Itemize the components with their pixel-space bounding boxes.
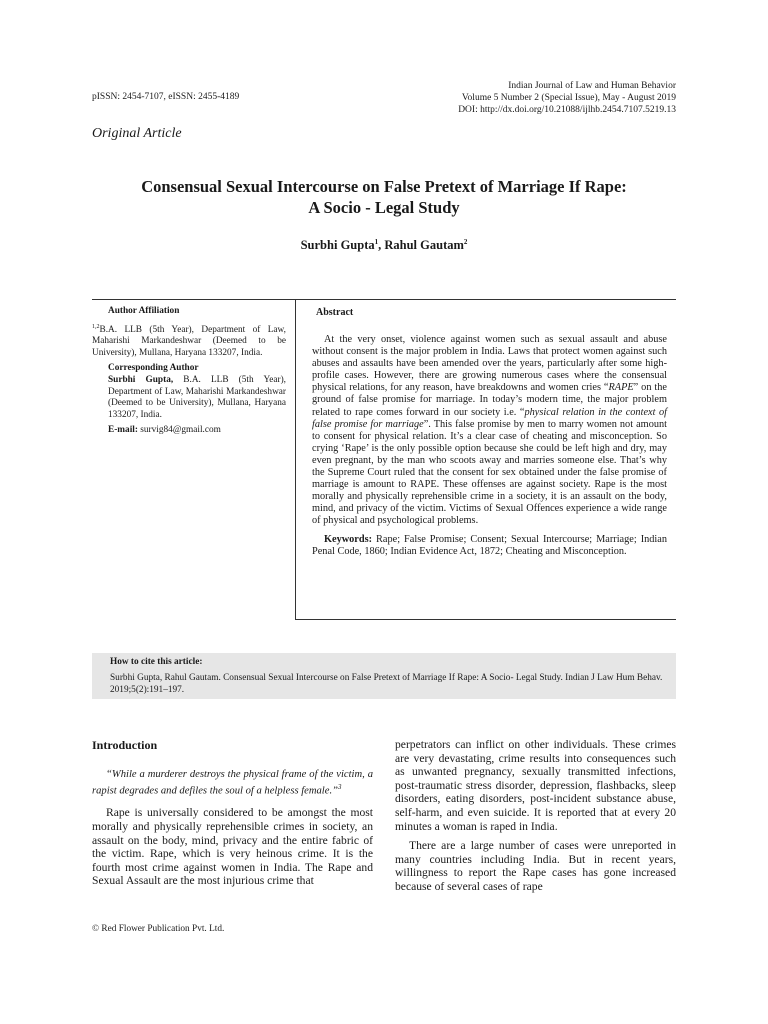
author-separator: , xyxy=(378,238,385,253)
left-column xyxy=(92,768,373,888)
introduction-heading: Introduction xyxy=(92,738,158,752)
email-label: E-mail: xyxy=(108,425,138,436)
epigraph-quote: “While a murderer destroys the physical frame of the victim, a rapist degrades and defiles the soul of a helpless female.”$^3$ xyxy=(92,769,373,797)
author-list xyxy=(0,238,768,253)
author-2-sup: 2 xyxy=(463,238,468,246)
author-1: Surbhi Gupta xyxy=(300,238,375,253)
citation-heading: How to cite this article: xyxy=(110,657,203,667)
email-address[interactable]: survig84@gmail.com xyxy=(137,425,221,436)
intro-paragraph-1: Rape is universally considered to be amongst the most morally and physically reprehensible crimes in society, an assault on the body, mind, privacy and the entire fabric of the victim. Rape, which is very heinous crime. It is the fourth most crime against women in India. The Rape and Sexual Assault are the most injurious crime that xyxy=(92,806,373,888)
author-1-sup: 1 xyxy=(374,238,379,246)
keywords: Keywords: Rape; False Promise; Consent; Sexual Intercourse; Marriage; Indian Penal Code, 1860; Indian Evidence Act, 1872; Cheating and Misconception. xyxy=(312,533,667,557)
affiliation-heading: Author Affiliation xyxy=(108,306,180,316)
journal-name: Indian Journal of Law and Human Behavior xyxy=(508,81,676,91)
volume-info: Volume 5 Number 2 (Special Issue), May - August 2019 xyxy=(461,93,676,103)
doi-link[interactable]: DOI: http://dx.doi.org/10.21088/ijlhb.2454.7107.5219.13 xyxy=(458,105,676,115)
abstract-heading: Abstract xyxy=(316,307,354,318)
right-column xyxy=(395,738,676,894)
bottom-rule xyxy=(295,619,676,620)
email-line xyxy=(108,425,286,437)
journal-info xyxy=(458,80,676,116)
author-affiliation xyxy=(92,306,286,437)
column-divider xyxy=(295,299,296,619)
affiliation-sup: 1,2 xyxy=(92,323,100,330)
affiliation-text: $^{1,2}$B.A. LLB (5th Year), Department of Law, Maharishi Markandeshwar (Deemed to be University), Mullana, Haryana 133207, India. xyxy=(92,323,286,358)
intro-paragraph-2: There are a large number of cases were unreported in many countries including India. But in recent years, willingness to report the Rape cases has gone increased because of several cases of rape xyxy=(395,839,676,893)
title-line-2: A Socio - Legal Study xyxy=(308,198,460,217)
paper-title xyxy=(60,176,708,218)
intro-paragraph-continued: perpetrators can inflict on other individuals. These crimes are very devastating, crime results into consequences such as unwanted pregnancy, sexually transmitted infections, post-traumatic stress disorder, depression, flashbacks, sleep disorders, eating disorders, post-incident substance abuse, self-harm, and even suicide. It is reported that at every 20 minutes a woman is raped in India. xyxy=(395,738,676,833)
author-2: Rahul Gautam xyxy=(384,238,464,253)
issn-line: pISSN: 2454-7107, eISSN: 2455-4189 xyxy=(92,92,240,102)
top-rule xyxy=(92,299,676,300)
article-type: Original Article xyxy=(92,126,182,141)
corresponding-text: Surbhi Gupta, B.A. LLB (5th Year), Department of Law, Maharishi Markandeshwar (Deemed to be University), Mullana, Haryana 133207, India. xyxy=(108,375,286,420)
corresponding-name: Surbhi Gupta, xyxy=(108,375,174,386)
title-line-1: Consensual Sexual Intercourse on False Pretext of Marriage If Rape: xyxy=(141,177,627,196)
abstract-paragraph: At the very onset, violence against women such as sexual assault and abuse without consent is the major problem in India. Laws that protect women against such abuses and assaults have been amended over the years, particularly after some high-profile cases. However, there are growing numerous cases where the consensual physical relations, for any reason, have breakdowns and women cries “RAPE” on the ground of false promise for marriage. In today’s modern time, the major problem related to rape comes forward in our society i.e. “physical relation in the context of false promise for marriage”. This false promise by men to marry women not amount to consent for physical relation. It’s a clear case of cheating and misconception. So crying ‘Rape’ is the only possible option because she could be left high and dry, may even pregnant, by the man who scoots away and marries someone else. That’s why the Supreme Court ruled that the consent for sex obtained under the false promise of marriage is amount to RAPE. These offenses are against society. Rape is the most morally and physically reprehensible crime in a society, it is an assault on the body, mind, and privacy of the victim. Victims of Sexual Offences experience a wide range of physical and psychological problems. xyxy=(312,334,667,527)
abstract-body xyxy=(312,334,667,558)
citation-text: Surbhi Gupta, Rahul Gautam. Consensual Sexual Intercourse on False Pretext of Marriage If Rape: A Socio- Legal Study. Indian J Law Hum Behav. 2019;5(2):191–197. xyxy=(110,673,663,695)
keywords-label: Keywords: xyxy=(324,533,373,545)
corresponding-heading: Corresponding Author xyxy=(108,363,199,374)
copyright-footer: © Red Flower Publication Pvt. Ltd. xyxy=(92,924,225,934)
